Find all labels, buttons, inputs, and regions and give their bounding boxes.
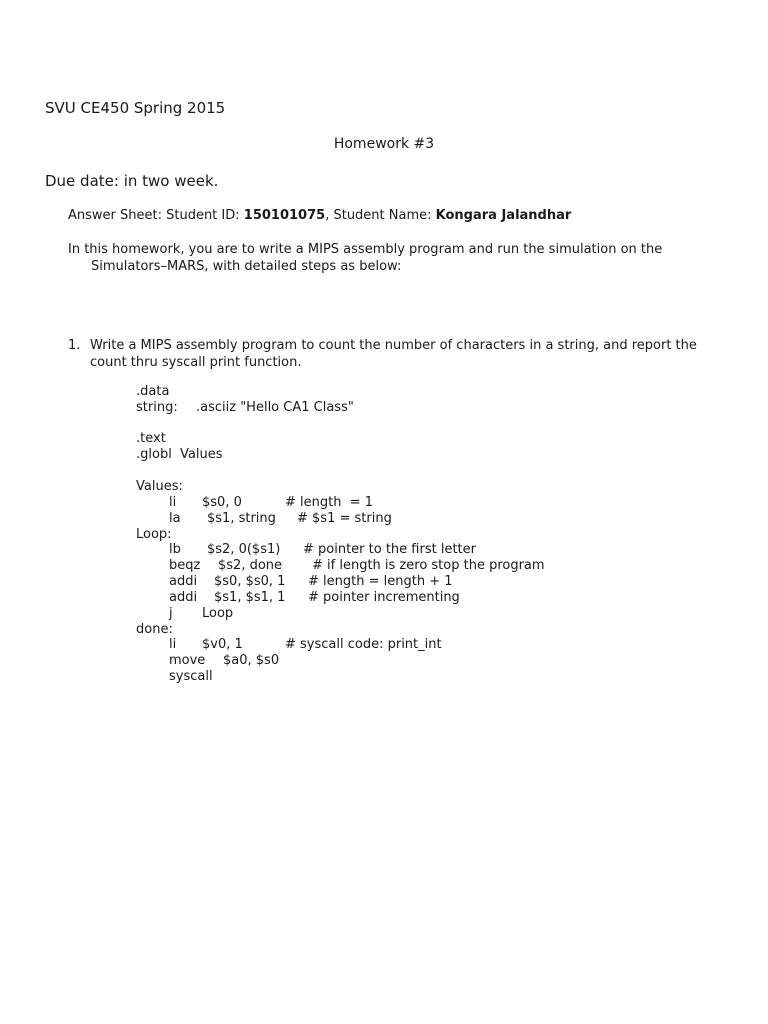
question-line-1: Write a MIPS assembly program to count the number of characters in a string, and report the bbox=[90, 338, 697, 353]
code-comment: # syscall code: print_int bbox=[285, 637, 442, 652]
code-line: .text bbox=[136, 431, 166, 446]
code-line: $s0, 0 bbox=[202, 495, 242, 510]
code-comment: # pointer incrementing bbox=[308, 590, 460, 605]
code-line: $s1, $s1, 1 bbox=[214, 590, 286, 605]
code-line: Loop bbox=[202, 606, 234, 621]
code-line: $v0, 1 bbox=[202, 637, 243, 652]
question-1 bbox=[68, 337, 728, 371]
code-line: $s0, $s0, 1 bbox=[214, 574, 286, 589]
due-date: Due date: in two week. bbox=[45, 172, 219, 190]
code-line: .globl bbox=[136, 447, 172, 462]
name-prefix: , Student Name: bbox=[325, 208, 436, 223]
code-line: $s2, done bbox=[218, 558, 283, 573]
student-id: 150101075 bbox=[243, 208, 326, 223]
intro-line-2: Simulators–MARS, with detailed steps as below: bbox=[91, 259, 402, 274]
code-line: .asciiz "Hello CA1 Class" bbox=[196, 400, 354, 415]
code-line: lb bbox=[169, 542, 181, 557]
intro-line-1: In this homework, you are to write a MIPS assembly program and run the simulation on the bbox=[68, 242, 663, 257]
code-comment: # pointer to the first letter bbox=[303, 542, 476, 557]
code-line: addi bbox=[169, 590, 198, 605]
code-line: addi bbox=[169, 574, 198, 589]
code-line: string: bbox=[136, 400, 178, 415]
code-line: $s2, 0($s1) bbox=[207, 542, 281, 557]
code-line: syscall bbox=[169, 669, 213, 684]
course-title: SVU CE450 Spring 2015 bbox=[45, 99, 226, 117]
code-line: $s1, string bbox=[207, 511, 276, 526]
code-line: li bbox=[169, 637, 177, 652]
code-line: Loop: bbox=[136, 527, 172, 542]
homework-title: Homework #3 bbox=[333, 136, 435, 152]
code-line: Values: bbox=[136, 479, 183, 494]
code-line: .data bbox=[136, 384, 170, 399]
code-line: $a0, $s0 bbox=[223, 653, 280, 668]
code-comment: # length = 1 bbox=[285, 495, 374, 510]
intro-paragraph bbox=[68, 241, 708, 275]
code-comment: # if length is zero stop the program bbox=[312, 558, 545, 573]
question-line-2: count thru syscall print function. bbox=[90, 355, 302, 370]
code-line: li bbox=[169, 495, 177, 510]
code-line: beqz bbox=[169, 558, 201, 573]
answer-prefix: Answer Sheet: Student ID: bbox=[68, 208, 244, 223]
answer-sheet-line bbox=[68, 208, 571, 223]
code-comment: # $s1 = string bbox=[297, 511, 392, 526]
code-line: Values bbox=[180, 447, 223, 462]
code-line: la bbox=[169, 511, 181, 526]
code-line: j bbox=[169, 606, 173, 621]
code-comment: # length = length + 1 bbox=[308, 574, 453, 589]
code-line: done: bbox=[136, 622, 173, 637]
question-number: 1. bbox=[68, 338, 81, 353]
code-line: move bbox=[169, 653, 206, 668]
student-name: Kongara Jalandhar bbox=[435, 208, 572, 223]
